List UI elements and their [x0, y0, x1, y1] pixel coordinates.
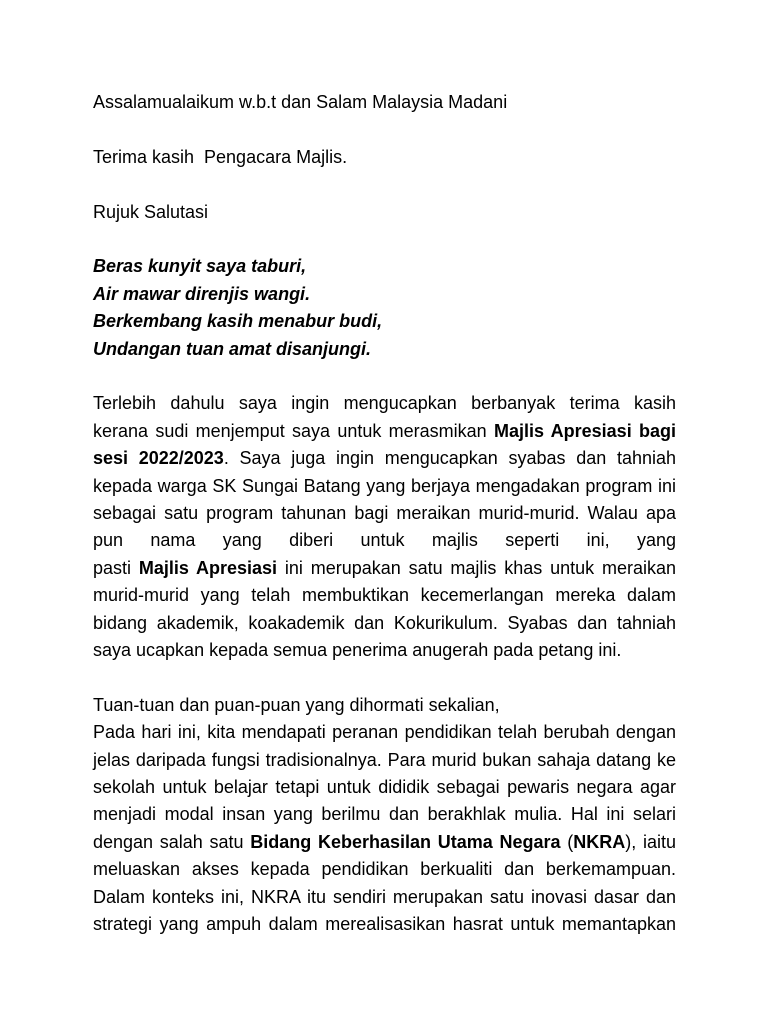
paragraph-appreciation [93, 390, 676, 664]
pantun-line: Beras kunyit saya taburi, [93, 256, 307, 277]
salutation-line: Assalamualaikum w.b.t dan Salam Malaysia Madani [93, 92, 508, 112]
paragraph-line: Pada hari ini, kita mendapati peranan pendidikan telah berubah dengan [93, 722, 676, 743]
paragraph-line: jelas daripada fungsi tradisionalnya. Para murid bukan sahaja datang ke [93, 749, 676, 770]
paragraph-line: pun nama yang diberi untuk majlis seperti ini, yang [93, 530, 676, 551]
paragraph-line: meluaskan akses kepada pendidikan berkualiti dan berkemampuan. [93, 859, 676, 880]
pantun-line: Undangan tuan amat disanjungi. [93, 338, 372, 359]
pantun-block [93, 253, 676, 363]
paragraph-line: strategi yang ampuh dalam merealisasikan hasrat untuk memantapkan [93, 914, 676, 935]
paragraph-line: dengan salah satu Bidang Keberhasilan Utama Negara (NKRA), iaitu [93, 831, 676, 852]
pantun-line: Berkembang kasih menabur budi, [93, 311, 383, 332]
paragraph-line: bidang akademik, koakademik dan Kokurikulum. Syabas dan tahniah [93, 612, 676, 633]
paragraph-line: pasti Majlis Apresiasi ini merupakan satu majlis khas untuk meraikan [93, 557, 676, 578]
paragraph-line: menjadi modal insan yang berilmu dan berakhlak mulia. Hal ini selari [93, 804, 676, 825]
paragraph-line: sebagai satu program tahunan bagi meraikan murid-murid. Walau apa [93, 503, 676, 524]
paragraph-line: Tuan-tuan dan puan-puan yang dihormati sekalian, [93, 694, 500, 715]
paragraph-line: sesi 2022/2023. Saya juga ingin mengucapkan syabas dan tahniah [93, 448, 677, 469]
paragraph-line: kerana sudi menjemput saya untuk merasmikan Majlis Apresiasi bagi [93, 420, 676, 441]
paragraph-education [93, 692, 676, 939]
speech-content [93, 89, 676, 939]
paragraph-line: Dalam konteks ini, NKRA itu sendiri merupakan satu inovasi dasar dan [93, 886, 676, 907]
paragraph-line: Terlebih dahulu saya ingin mengucapkan berbanyak terima kasih [93, 393, 676, 414]
paragraph-line: sekolah untuk belajar tetapi untuk dididik sebagai pewaris negara agar [93, 777, 676, 798]
salutation-reference-line: Rujuk Salutasi [93, 201, 209, 222]
paragraph-line: murid-murid yang telah membuktikan kecemerlangan mereka dalam [93, 585, 676, 606]
paragraph-line: saya ucapkan kepada semua penerima anugerah pada petang ini. [93, 640, 622, 661]
pantun-line: Air mawar direnjis wangi. [93, 283, 311, 304]
paragraph-line: kepada warga SK Sungai Batang yang berjaya mengadakan program ini [93, 475, 676, 496]
emcee-thanks-line: Terima kasih Pengacara Majlis. [93, 146, 348, 167]
